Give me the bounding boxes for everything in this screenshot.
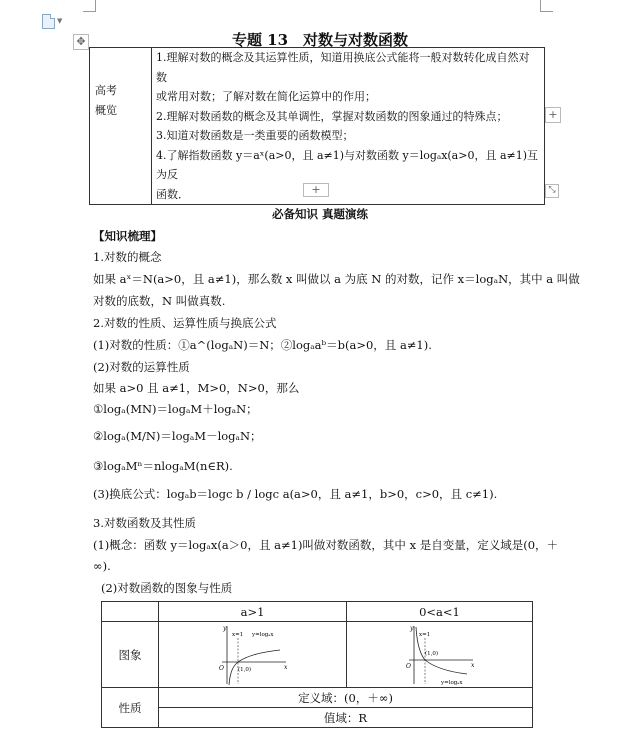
graph-a-gt-1-cell xyxy=(159,622,347,688)
header-a-lt-1: 0<a<1 xyxy=(347,602,533,622)
text-line: (2)对数的运算性质 xyxy=(93,360,190,374)
row-label-graph: 图象 xyxy=(102,622,159,688)
x-label: x xyxy=(283,663,287,671)
graph-a-lt-1-cell xyxy=(347,622,533,688)
add-row-button[interactable]: + xyxy=(303,183,329,197)
page-corner-top-right xyxy=(540,0,553,12)
origin-label: O xyxy=(405,662,411,670)
domain-cell: 定义域：(0，＋∞) xyxy=(159,688,533,708)
x1-label: x=1 xyxy=(418,631,430,638)
x-label: x xyxy=(470,661,474,669)
outline-line: 1.理解对数的概念及其运算性质，知道用换底公式能将一般对数转化成自然对数 xyxy=(156,51,530,84)
header-blank xyxy=(102,602,159,622)
text-line: (1)概念：函数 y＝logₐx(a＞0，且 a≠1)叫做对数函数，其中 x 是自变量，定义域是(0，＋ xyxy=(93,538,559,552)
section-title: 必备知识 真题演练 xyxy=(271,207,368,221)
y-label: y xyxy=(409,624,413,632)
outline-line: 函数． xyxy=(156,187,189,201)
chevron-down-icon[interactable]: ▼ xyxy=(57,17,63,25)
outline-line: 4.了解指数函数 y＝aˣ(a>0，且 a≠1)与对数函数 y＝logₐx(a>0，且 a≠1)互为反 xyxy=(156,148,539,181)
text-line: (1)对数的性质：①a^(logₐN)＝N；②logₐaᵇ＝b(a>0，且 a≠1). xyxy=(93,338,432,352)
text-line: 对数的底数，N 叫做真数. xyxy=(93,294,226,308)
text-line: 1.对数的概念 xyxy=(93,250,162,264)
point-label: (1,0) xyxy=(424,650,438,657)
outline-line: 3.知道对数函数是一类重要的函数模型； xyxy=(156,129,354,142)
add-column-button[interactable]: + xyxy=(545,107,561,123)
text-line: 3.对数函数及其性质 xyxy=(93,516,196,530)
point-label: (1,0) xyxy=(237,666,251,673)
text-line: 如果 a>0 且 a≠1，M>0，N>0，那么 xyxy=(93,381,300,395)
page-title: 专题 13 对数与对数函数 xyxy=(231,31,409,49)
exam-outline-label xyxy=(90,48,152,205)
text-line: (3)换底公式：logₐb＝logc b / logc a(a>0，且 a≠1，b>0，c>0，且 c≠1). xyxy=(93,487,498,501)
text-line: (2)对数函数的图象与性质 xyxy=(101,581,233,595)
knowledge-heading: 【知识梳理】 xyxy=(93,229,162,243)
exam-outline-table xyxy=(89,47,545,205)
label-line: 高考 xyxy=(95,84,117,97)
x1-label: x=1 xyxy=(231,631,243,638)
graph-a-lt-1 xyxy=(405,624,475,686)
document-icon[interactable] xyxy=(42,14,55,29)
text-line: ∞). xyxy=(93,559,111,573)
graph-a-gt-1 xyxy=(218,624,288,686)
table-resize-handle[interactable]: ⤡ xyxy=(545,184,559,198)
header-a-gt-1: a>1 xyxy=(159,602,347,622)
outline-line: 2.理解对数函数的概念及其单调性，掌握对数函数的图象通过的特殊点； xyxy=(156,109,508,123)
origin-label: O xyxy=(218,664,224,672)
table-move-handle[interactable]: ✥ xyxy=(73,34,89,50)
page-corner-top-left xyxy=(83,0,96,12)
exam-outline-content xyxy=(152,48,545,205)
curve-label: y=logₐx xyxy=(251,631,274,638)
y-label: y xyxy=(222,624,226,632)
log-curve xyxy=(229,650,280,685)
label-line: 概览 xyxy=(95,103,117,117)
text-line: 2.对数的性质、运算性质与换底公式 xyxy=(93,316,277,330)
range-cell: 值域：R xyxy=(159,708,533,728)
outline-line: 或常用对数；了解对数在简化运算中的作用； xyxy=(156,90,376,103)
text-line: ③logₐMⁿ＝nlogₐM(n∈R). xyxy=(93,459,233,473)
text-line: ①logₐ(MN)＝logₐM＋logₐN； xyxy=(93,402,258,416)
log-function-table xyxy=(101,601,533,728)
row-label-props: 性质 xyxy=(102,688,159,728)
curve-label: y=logₐx xyxy=(440,679,463,686)
text-line: 如果 aˣ＝N(a>0，且 a≠1)，那么数 x 叫做以 a 为底 N 的对数，记作 x＝logₐN，其中 a 叫做 xyxy=(93,272,580,286)
text-line: ②logₐ(M/N)＝logₐM－logₐN； xyxy=(93,429,262,443)
